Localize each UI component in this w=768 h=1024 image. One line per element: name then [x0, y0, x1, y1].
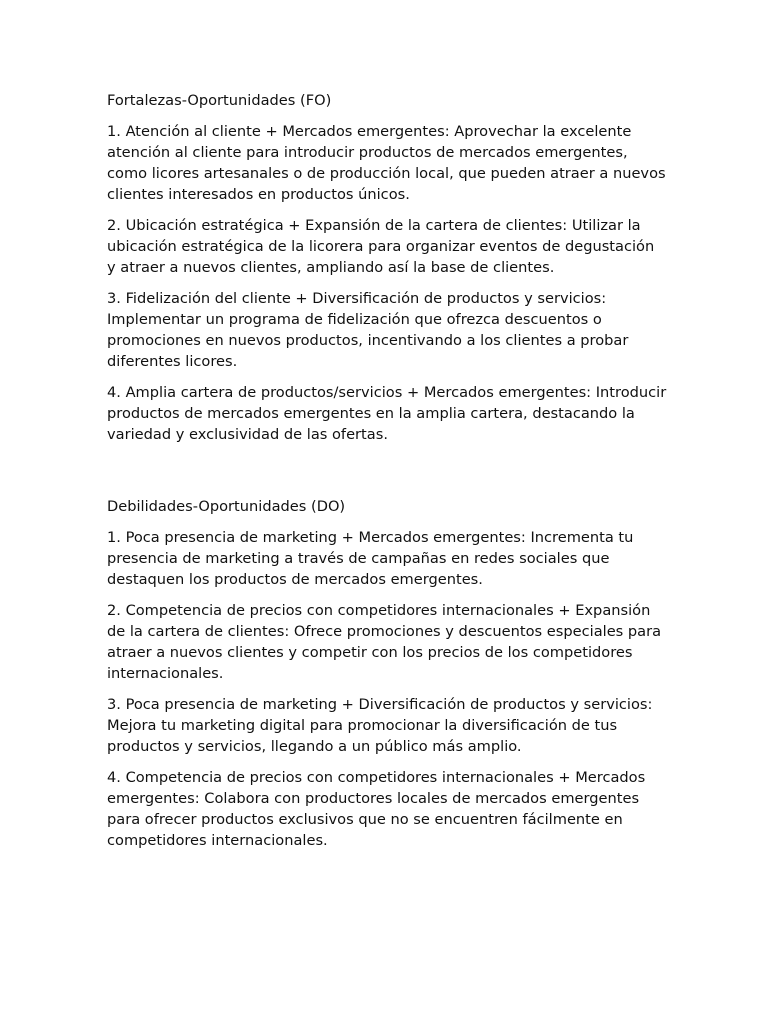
section-spacer	[107, 455, 667, 496]
paragraph-fo-3: 3. Fidelización del cliente + Diversificación de productos y servicios: Implementar un programa de fidelización que ofrezca descuentos o promociones en nuevos productos, incentivando a los clientes a probar diferentes licores.	[107, 290, 629, 370]
paragraph-do-1: 1. Poca presencia de marketing + Mercados emergentes: Incrementa tu presencia de marketing a través de campañas en redes sociales que destaquen los productos de mercados emergentes.	[107, 529, 634, 588]
section-fo	[107, 90, 667, 445]
section-heading-do: Debilidades-Oportunidades (DO)	[107, 498, 346, 515]
paragraph-fo-4: 4. Amplia cartera de productos/servicios + Mercados emergentes: Introducir productos de mercados emergentes en la amplia cartera, destacando la variedad y exclusividad de las ofertas.	[107, 384, 667, 443]
paragraph-fo-2: 2. Ubicación estratégica + Expansión de la cartera de clientes: Utilizar la ubicación estratégica de la licorera para organizar eventos de degustación y atraer a nuevos clientes, ampliando así la base de clientes.	[107, 217, 655, 276]
paragraph-fo-1: 1. Atención al cliente + Mercados emergentes: Aprovechar la excelente atención al cliente para introducir productos de mercados emergentes, como licores artesanales o de producción local, que pueden atraer a nuevos clientes interesados en productos únicos.	[107, 123, 666, 203]
paragraph-do-4: 4. Competencia de precios con competidores internacionales + Mercados emergentes: Colabora con productores locales de mercados emergentes para ofrecer productos exclusivos que no se encuentren fácilmente en competidores internacionales.	[107, 769, 646, 849]
document-page	[107, 90, 667, 861]
paragraph-do-2: 2. Competencia de precios con competidores internacionales + Expansión de la cartera de clientes: Ofrece promociones y descuentos especiales para atraer a nuevos clientes y competir con los precios de los competidores internacionales.	[107, 602, 662, 682]
paragraph-do-3: 3. Poca presencia de marketing + Diversificación de productos y servicios: Mejora tu marketing digital para promocionar la diversificación de tus productos y servicios, llegando a un público más amplio.	[107, 696, 653, 755]
section-heading-fo: Fortalezas-Oportunidades (FO)	[107, 92, 332, 109]
section-do	[107, 496, 667, 851]
